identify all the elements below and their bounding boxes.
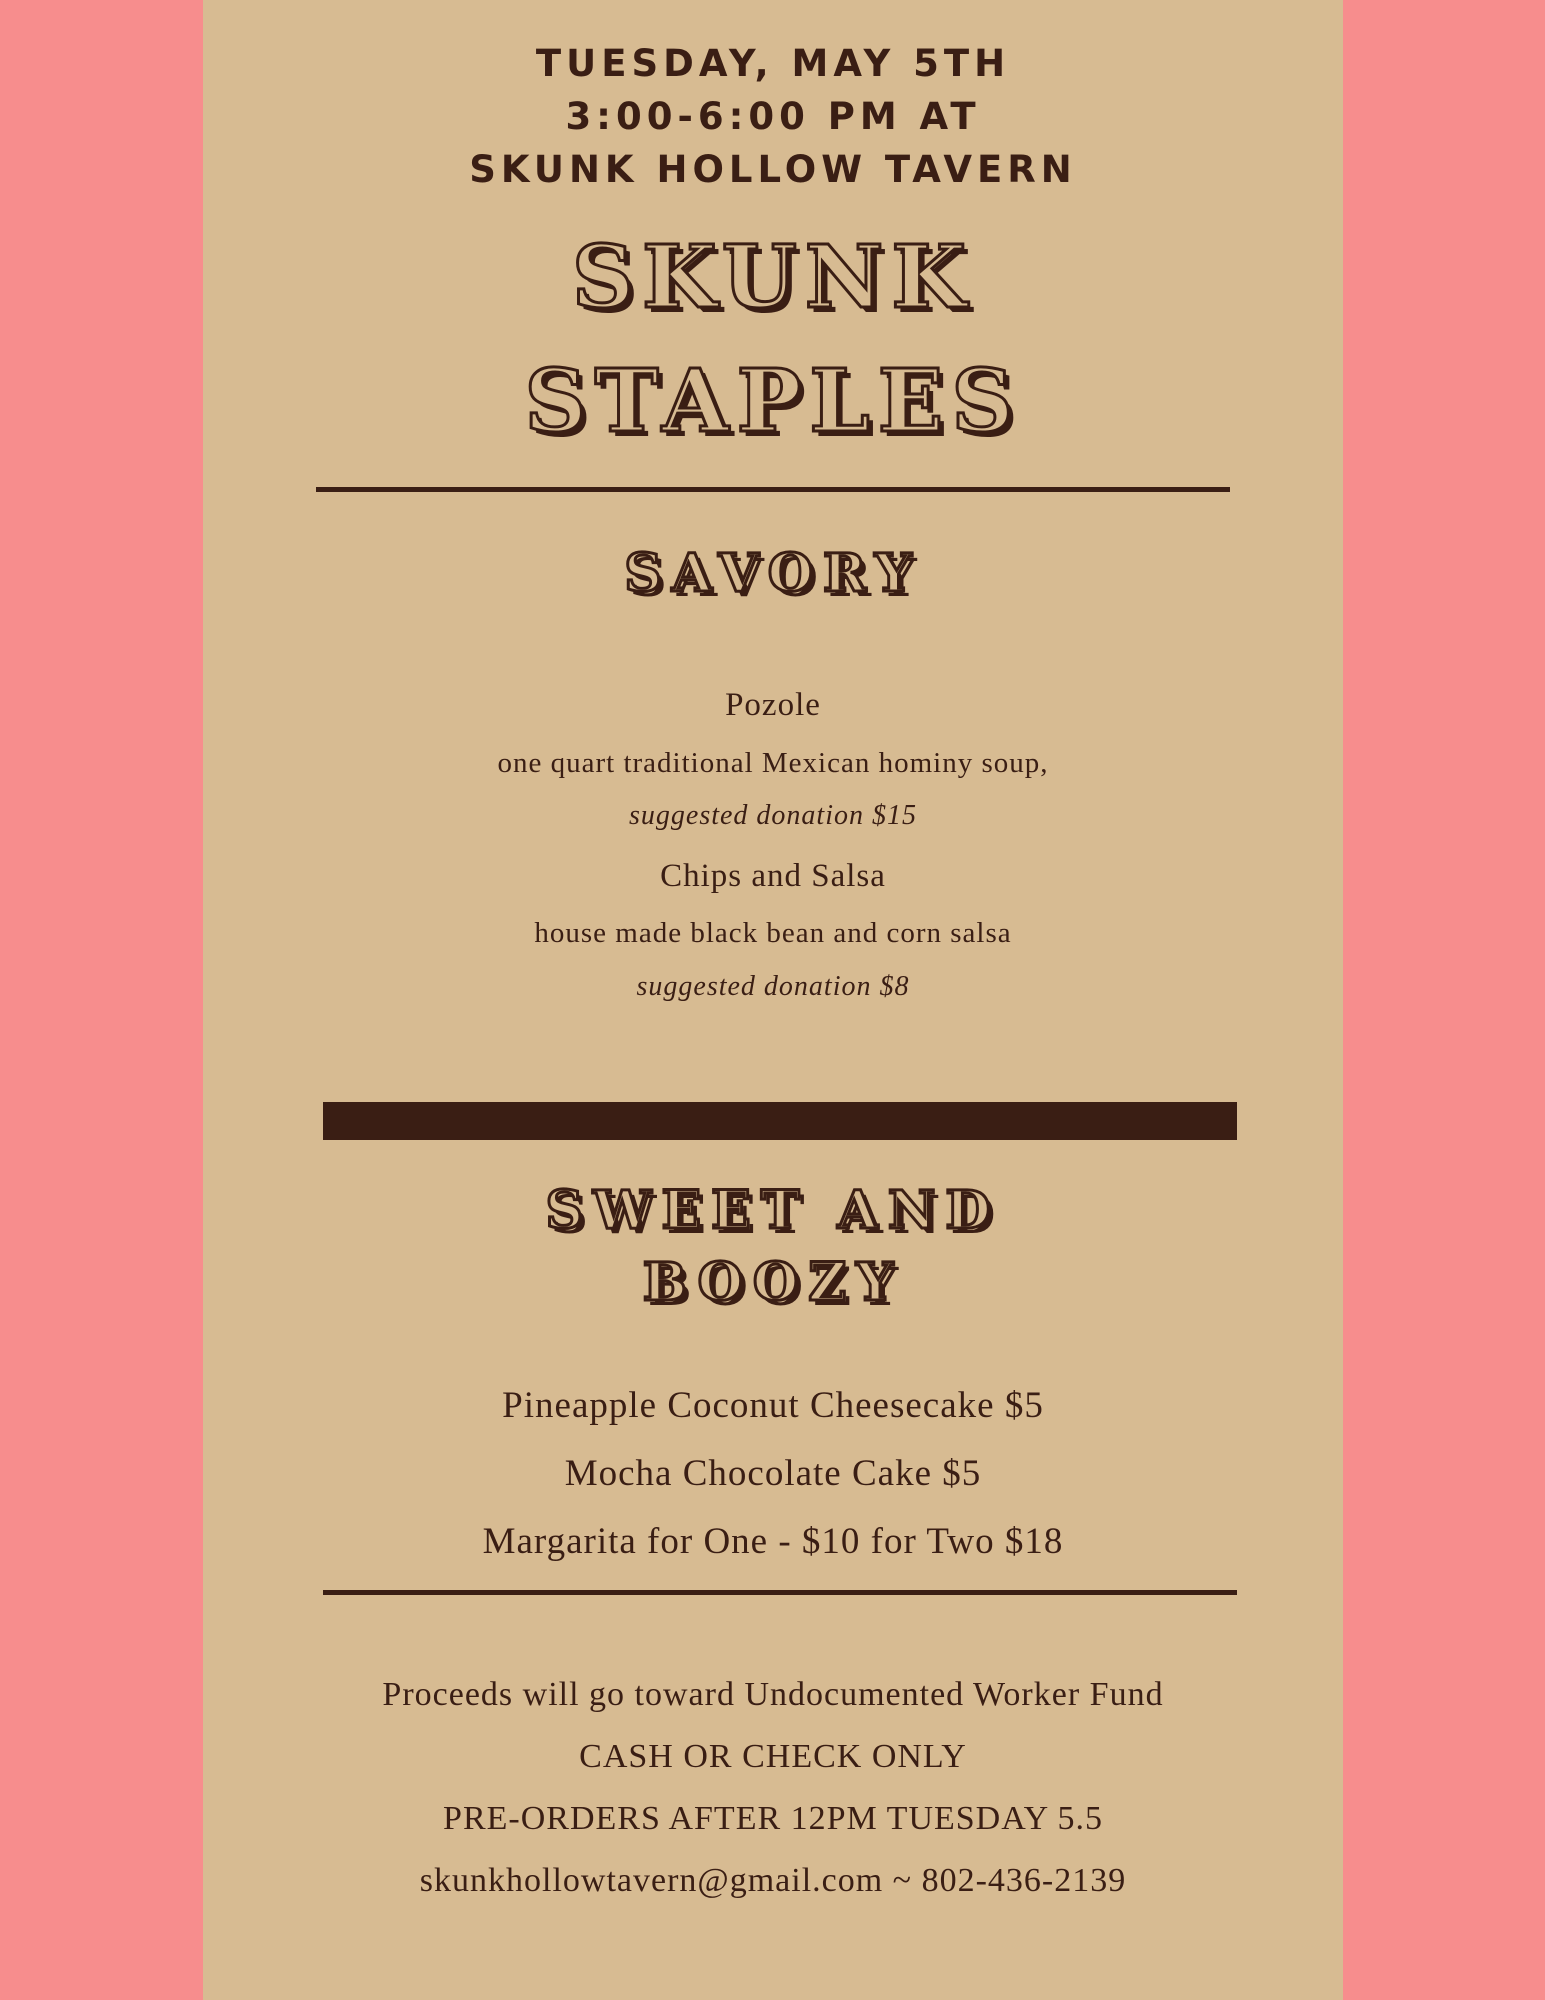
preorder-note: PRE-ORDERS AFTER 12PM TUESDAY 5.5 [443, 1800, 1103, 1837]
sweet-item: Margarita for One - $10 for Two $18 [482, 1521, 1064, 1562]
section-divider-bar [323, 1102, 1237, 1140]
savory-item-description: one quart traditional Mexican hominy soup, [497, 747, 1049, 779]
event-venue: SKUNK HOLLOW TAVERN [469, 148, 1077, 191]
page-title-line-1: SKUNK [571, 227, 975, 328]
title-divider [316, 487, 1230, 492]
sweet-item: Mocha Chocolate Cake $5 [564, 1453, 982, 1494]
payment-note: CASH OR CHECK ONLY [579, 1738, 967, 1775]
savory-item-name: Pozole [725, 687, 821, 723]
savory-heading: SAVORY [624, 543, 922, 604]
proceeds-note: Proceeds will go toward Undocumented Worker Fund [382, 1676, 1164, 1713]
sweet-heading-line-1: SWEET AND [545, 1180, 1001, 1241]
sweet-heading-line-2: BOOZY [642, 1252, 904, 1313]
savory-item-name: Chips and Salsa [660, 858, 886, 894]
footer-divider [323, 1590, 1237, 1595]
sweet-item: Pineapple Coconut Cheesecake $5 [502, 1385, 1044, 1426]
contact-info: skunkhollowtavern@gmail.com ~ 802-436-2139 [419, 1862, 1127, 1899]
savory-item-price: suggested donation $8 [636, 971, 910, 1002]
event-time: 3:00-6:00 PM AT [565, 95, 981, 138]
savory-item-description: house made black bean and corn salsa [534, 917, 1012, 949]
savory-item-price: suggested donation $15 [629, 800, 917, 831]
event-date: TUESDAY, MAY 5TH [535, 42, 1011, 85]
menu-panel [203, 0, 1343, 2000]
page-title-line-2: STAPLES [524, 351, 1022, 452]
